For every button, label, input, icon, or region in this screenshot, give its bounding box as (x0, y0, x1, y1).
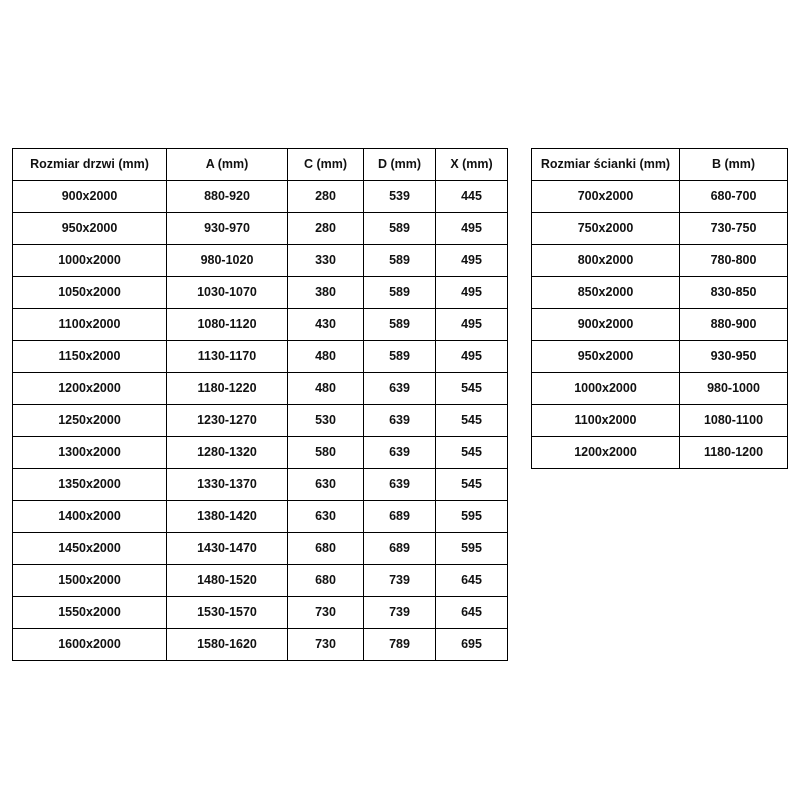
cell-wall-size: 750x2000 (532, 213, 680, 245)
cell-wall-size: 1200x2000 (532, 437, 680, 469)
cell-wall-size: 850x2000 (532, 277, 680, 309)
doors-table-block (12, 148, 508, 661)
column-header-x: X (mm) (436, 149, 508, 181)
table-row (13, 501, 508, 533)
cell-c: 680 (288, 533, 364, 565)
column-header-b: B (mm) (680, 149, 788, 181)
cell-wall-size: 700x2000 (532, 181, 680, 213)
cell-x: 595 (436, 501, 508, 533)
cell-wall-size: 1000x2000 (532, 373, 680, 405)
cell-x: 495 (436, 341, 508, 373)
cell-d: 639 (364, 405, 436, 437)
table-row (13, 181, 508, 213)
table-row (13, 341, 508, 373)
cell-x: 595 (436, 533, 508, 565)
cell-a: 1230-1270 (167, 405, 288, 437)
cell-door-size: 1500x2000 (13, 565, 167, 597)
cell-c: 280 (288, 181, 364, 213)
table-header-row (13, 149, 508, 181)
cell-door-size: 1550x2000 (13, 597, 167, 629)
cell-door-size: 950x2000 (13, 213, 167, 245)
column-header-wall-size: Rozmiar ścianki (mm) (532, 149, 680, 181)
cell-a: 1180-1220 (167, 373, 288, 405)
cell-d: 589 (364, 341, 436, 373)
cell-x: 495 (436, 277, 508, 309)
cell-d: 739 (364, 597, 436, 629)
cell-a: 1380-1420 (167, 501, 288, 533)
cell-d: 639 (364, 437, 436, 469)
table-row (13, 629, 508, 661)
cell-b: 930-950 (680, 341, 788, 373)
cell-d: 789 (364, 629, 436, 661)
cell-door-size: 900x2000 (13, 181, 167, 213)
table-row (532, 437, 788, 469)
cell-c: 730 (288, 597, 364, 629)
table-row (13, 405, 508, 437)
walls-table-body (532, 181, 788, 469)
cell-b: 1080-1100 (680, 405, 788, 437)
cell-wall-size: 900x2000 (532, 309, 680, 341)
cell-a: 930-970 (167, 213, 288, 245)
walls-table-head (532, 149, 788, 181)
column-header-c: C (mm) (288, 149, 364, 181)
table-row (532, 181, 788, 213)
cell-c: 480 (288, 341, 364, 373)
cell-x: 495 (436, 309, 508, 341)
walls-specification-table (531, 148, 788, 469)
cell-c: 580 (288, 437, 364, 469)
cell-c: 330 (288, 245, 364, 277)
cell-a: 980-1020 (167, 245, 288, 277)
table-header-row (532, 149, 788, 181)
cell-x: 695 (436, 629, 508, 661)
doors-table-head (13, 149, 508, 181)
table-row (13, 565, 508, 597)
cell-d: 589 (364, 213, 436, 245)
cell-c: 380 (288, 277, 364, 309)
cell-x: 545 (436, 469, 508, 501)
cell-d: 639 (364, 469, 436, 501)
cell-d: 639 (364, 373, 436, 405)
cell-door-size: 1300x2000 (13, 437, 167, 469)
cell-d: 589 (364, 245, 436, 277)
cell-door-size: 1350x2000 (13, 469, 167, 501)
cell-c: 630 (288, 469, 364, 501)
cell-door-size: 1400x2000 (13, 501, 167, 533)
table-row (532, 277, 788, 309)
cell-d: 739 (364, 565, 436, 597)
cell-d: 589 (364, 309, 436, 341)
doors-table-body (13, 181, 508, 661)
table-row (532, 373, 788, 405)
table-row (13, 373, 508, 405)
cell-d: 689 (364, 501, 436, 533)
cell-wall-size: 1100x2000 (532, 405, 680, 437)
table-row (532, 405, 788, 437)
cell-c: 630 (288, 501, 364, 533)
cell-wall-size: 800x2000 (532, 245, 680, 277)
cell-x: 645 (436, 565, 508, 597)
doors-specification-table (12, 148, 508, 661)
cell-wall-size: 950x2000 (532, 341, 680, 373)
cell-c: 280 (288, 213, 364, 245)
cell-a: 1330-1370 (167, 469, 288, 501)
cell-x: 545 (436, 373, 508, 405)
cell-door-size: 1200x2000 (13, 373, 167, 405)
cell-b: 780-800 (680, 245, 788, 277)
cell-a: 1080-1120 (167, 309, 288, 341)
column-header-d: D (mm) (364, 149, 436, 181)
cell-x: 545 (436, 437, 508, 469)
cell-a: 1580-1620 (167, 629, 288, 661)
cell-door-size: 1600x2000 (13, 629, 167, 661)
table-row (532, 213, 788, 245)
cell-x: 495 (436, 245, 508, 277)
cell-a: 1480-1520 (167, 565, 288, 597)
column-header-door-size: Rozmiar drzwi (mm) (13, 149, 167, 181)
cell-a: 1030-1070 (167, 277, 288, 309)
cell-b: 680-700 (680, 181, 788, 213)
cell-b: 830-850 (680, 277, 788, 309)
cell-a: 1130-1170 (167, 341, 288, 373)
cell-door-size: 1250x2000 (13, 405, 167, 437)
cell-door-size: 1100x2000 (13, 309, 167, 341)
cell-x: 445 (436, 181, 508, 213)
cell-d: 589 (364, 277, 436, 309)
walls-table-block (531, 148, 788, 469)
column-header-a: A (mm) (167, 149, 288, 181)
table-row (532, 309, 788, 341)
cell-a: 1280-1320 (167, 437, 288, 469)
cell-c: 530 (288, 405, 364, 437)
table-row (13, 469, 508, 501)
table-row (13, 437, 508, 469)
cell-a: 1430-1470 (167, 533, 288, 565)
cell-x: 645 (436, 597, 508, 629)
cell-x: 495 (436, 213, 508, 245)
cell-door-size: 1050x2000 (13, 277, 167, 309)
cell-b: 730-750 (680, 213, 788, 245)
cell-d: 539 (364, 181, 436, 213)
cell-a: 880-920 (167, 181, 288, 213)
table-row (13, 277, 508, 309)
table-row (13, 597, 508, 629)
table-row (13, 309, 508, 341)
table-row (532, 341, 788, 373)
cell-door-size: 1000x2000 (13, 245, 167, 277)
cell-door-size: 1450x2000 (13, 533, 167, 565)
cell-b: 1180-1200 (680, 437, 788, 469)
cell-c: 680 (288, 565, 364, 597)
table-row (13, 245, 508, 277)
cell-c: 430 (288, 309, 364, 341)
table-row (532, 245, 788, 277)
cell-c: 480 (288, 373, 364, 405)
cell-b: 880-900 (680, 309, 788, 341)
cell-d: 689 (364, 533, 436, 565)
table-row (13, 213, 508, 245)
cell-c: 730 (288, 629, 364, 661)
table-row (13, 533, 508, 565)
cell-a: 1530-1570 (167, 597, 288, 629)
cell-x: 545 (436, 405, 508, 437)
cell-door-size: 1150x2000 (13, 341, 167, 373)
cell-b: 980-1000 (680, 373, 788, 405)
